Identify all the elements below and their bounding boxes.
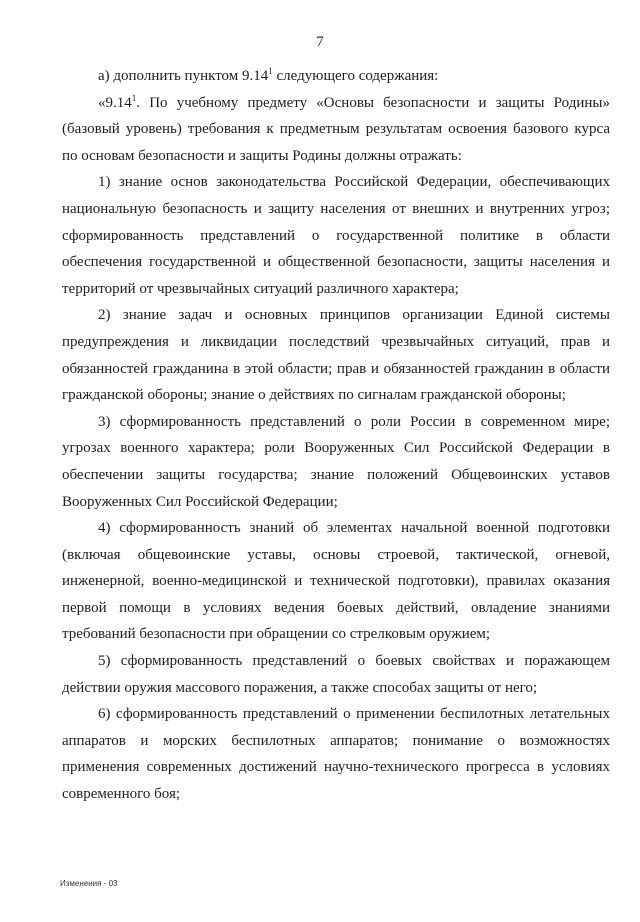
intro-text: а) дополнить пунктом 9.14 bbox=[98, 68, 269, 84]
footer-note: Изменения - 03 bbox=[60, 879, 118, 888]
item-9-14-text: . По учебному предмету «Основы безопасности и защиты Родины» (базовый уровень) требования к предметным результатам освоения базового курса по основам безопасности и защиты Родины должны отражать: bbox=[62, 94, 610, 164]
requirement-paragraph-4: 4) сформированность знаний об элементах начальной военной подготовки (включая общевоинские уставы, основы строевой, тактической, огневой, инженерной, военно-медицинской и технической подготовки), правилах оказания первой помощи в условиях ведения боевых действий, овладение знаниями требований безопасности при обращении со стрелковым оружием; bbox=[62, 520, 610, 643]
requirement-paragraph-6: 6) сформированность представлений о применении беспилотных летательных аппаратов и морских беспилотных аппаратов; понимание о возможностях применения современных достижений научно-технического прогресса в условиях современного боя; bbox=[62, 706, 610, 803]
requirement-paragraph-1: 1) знание основ законодательства Российской Федерации, обеспечивающих национальную безопасность и защиту населения от внешних и внутренних угроз; сформированность представлений о государственной политике в области обеспечения государственной и общественной безопасности, защиты населения и территорий от чрезвычайных ситуаций различного характера; bbox=[62, 174, 610, 297]
requirement-paragraph-5: 5) сформированность представлений о боевых свойствах и поражающем действии оружия массового поражения, а также способах защиты от него; bbox=[62, 653, 610, 696]
item-9-14-paragraph bbox=[62, 90, 610, 170]
item-9-14-number: «9.14 bbox=[98, 94, 132, 111]
requirement-paragraph-2: 2) знание задач и основных принципов организации Единой системы предупреждения и ликвидации последствий чрезвычайных ситуаций, прав и обязанностей гражданина в этой области; прав и обязанностей гражданин в области гражданской обороны; знание о действиях по сигналам гражданской обороны; bbox=[62, 307, 610, 404]
document-body bbox=[62, 63, 610, 808]
intro-superscript: 1 bbox=[268, 66, 273, 76]
page-number: 7 bbox=[316, 34, 324, 50]
intro-text-tail: следующего содержания: bbox=[272, 68, 439, 84]
item-9-14-superscript: 1 bbox=[131, 92, 137, 103]
intro-paragraph bbox=[62, 63, 610, 90]
requirement-paragraph-3: 3) сформированность представлений о роли России в современном мире; угрозах военного характера; роли Вооруженных Сил Российской Федерации в обеспечении защиты государства; знание положений Общевоинских уставов Вооруженных Сил Российской Федерации; bbox=[62, 413, 610, 510]
